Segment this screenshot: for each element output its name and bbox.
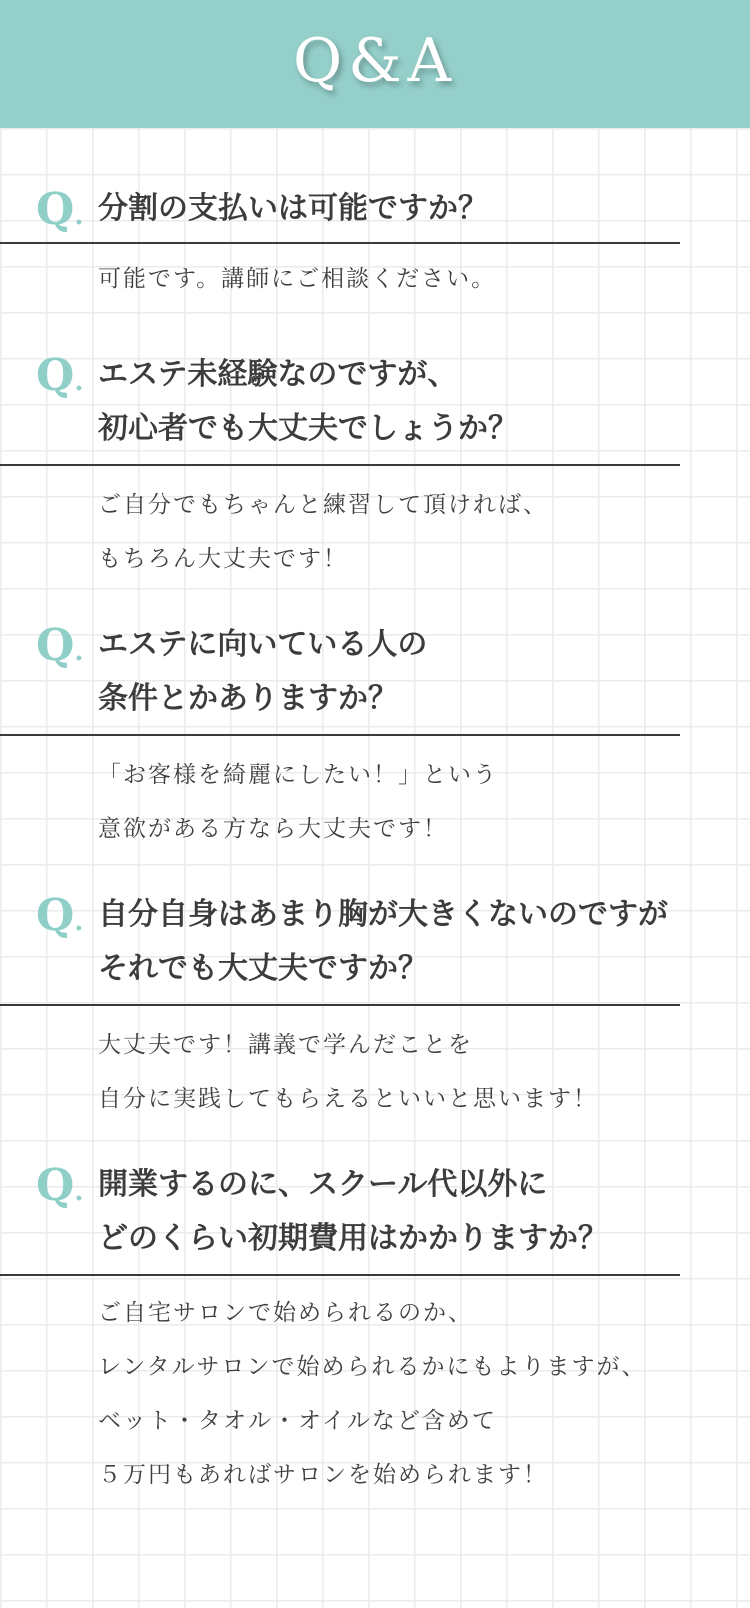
answer-text: 大丈夫です！講義で学んだことを 自分に実践してもらえるといいと思います！ [98, 1032, 598, 1112]
q-mark: Q. [36, 620, 84, 671]
answer-text: ご自宅サロンで始められるのか、 レンタルサロンで始められるかにもよりますが、 ベット・タオル・オイルなど含めて ５万円もあればサロンを始められます！ [98, 1300, 647, 1488]
answer-text: 「お客様を綺麗にしたい！」という 意欲がある方なら大丈夫です！ [98, 762, 498, 842]
question-text: 開業するのに、スクール代以外に どのくらい初期費用はかかりますか？ [98, 1167, 608, 1256]
question-text: 分割の支払いは可能ですか？ [98, 191, 488, 226]
q-mark: Q. [36, 890, 84, 941]
question-row [0, 182, 680, 244]
answer-text: 可能です。講師にご相談ください。 [98, 266, 497, 292]
question-text: エステ未経験なのですが、 初心者でも大丈夫でしょうか？ [98, 357, 518, 446]
question-row [0, 348, 680, 466]
question-row [0, 1158, 680, 1276]
question-text: エステに向いている人の 条件とかありますか？ [98, 627, 428, 716]
q-mark: Q. [36, 1160, 84, 1211]
question-text: 自分自身はあまり胸が大きくないのですが それでも大丈夫ですか？ [98, 897, 668, 986]
question-row [0, 888, 680, 1006]
answer-text: ご自分でもちゃんと練習して頂ければ、 もちろん大丈夫です！ [98, 492, 548, 572]
q-mark: Q. [36, 350, 84, 401]
page-title: Q&A [293, 26, 457, 96]
q-mark: Q. [36, 184, 84, 235]
question-row [0, 618, 680, 736]
header-banner [0, 0, 750, 128]
